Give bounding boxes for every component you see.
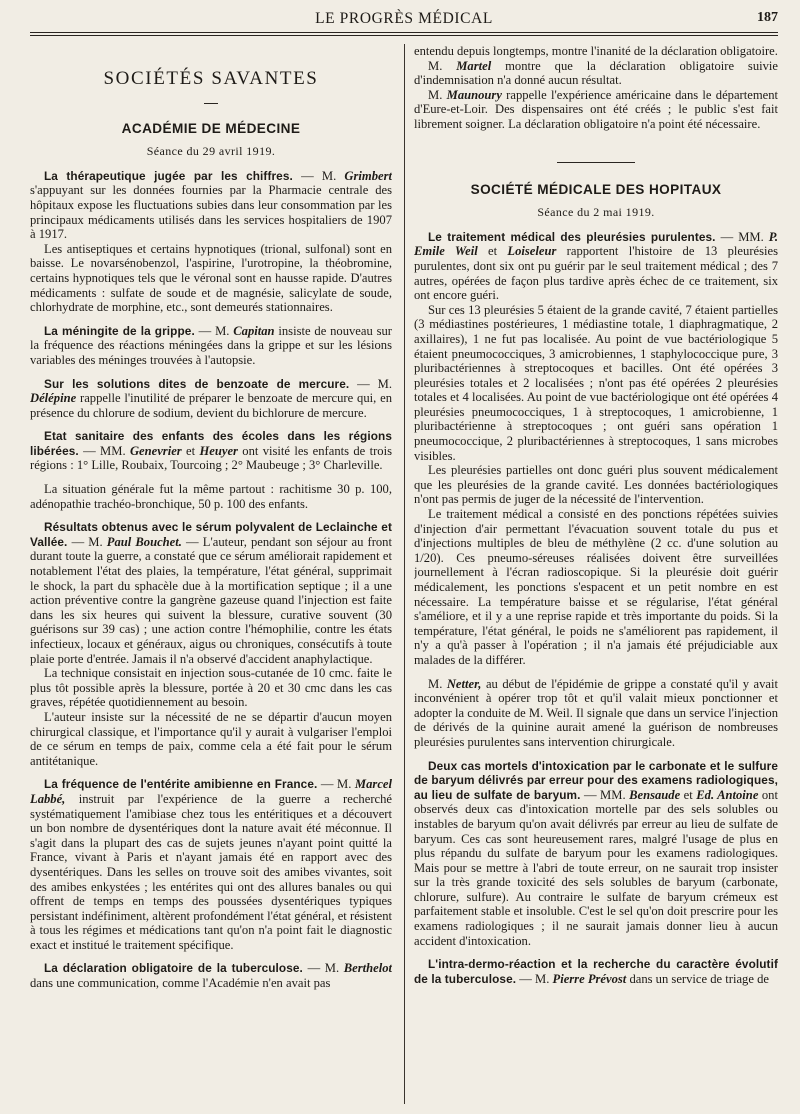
header-rule-secondary — [30, 35, 778, 36]
author-name: Maunoury — [446, 87, 502, 102]
article-heading: Résultats obtenus avec le sérum polyvalent de Leclainche et Vallée. — [30, 520, 392, 549]
article-text: — L'auteur, pendant son séjour au front durant toute la guerre, a constaté que ce sérum améliorait rapidement et notablement l'état des plaies, la température, l'état général, supprimait le shock, la part du sphacèle due à la mortification septique ; il a une action préventive contre la gangrène gazeuse quand l'injection est faite dans les six heures qui suivent la blessure, curative souvent (30 guérisons sur 39 cas) ; une action contre l'hémophilie, contre les états infectieux, locaux et généraux, aigus ou chroniques, consécutifs à toute plaie porte d'entrée. Jamais il n'a observé d'accident anaphylactique. — [30, 534, 392, 666]
article-serum — [30, 520, 392, 666]
left-column — [30, 44, 392, 1104]
article-text: dans un service de triage de — [626, 971, 769, 986]
author-name: Loiseleur — [507, 244, 557, 259]
dash-lead: — M. — [302, 961, 344, 976]
article-declaration — [30, 961, 392, 990]
article-therapeutique — [30, 169, 392, 242]
article-heading: Sur les solutions dites de benzoate de mercure. — [44, 376, 350, 391]
main-heading: SOCIÉTÉS SAVANTES — [103, 68, 319, 89]
journal-title: LE PROGRÈS MÉDICAL — [315, 10, 493, 27]
article-text: ont observés deux cas d'intoxication mortelle par des sels solubles ou instables de baryum qu'on avait délivrés par erreur au lieu de sulfate de baryum. Ces cas sont heureusement rares, malgré l'usage de plus en plus répandu du sulfate de baryum pour les examens radiologiques. Mais pour se mettre à l'abri de toute erreur, on ne saurait trop insister sur la très grande toxicité des sels solubles de baryum (carbonate, chlorure, sulfure). Au contraire le sulfate de baryum crémeux est parfaitement stable et insoluble. C'est le sel qu'on doit prescrire pour les examens radiologiques ; il ne saurait jamais donner lieu à aucun accident d'intoxication. — [414, 787, 778, 948]
author-name: P. Emile Weil — [414, 229, 778, 259]
section-separator — [557, 162, 635, 163]
seance-date-hopitaux: Séance du 2 mai 1919. — [537, 205, 655, 220]
article-text: instruit par l'expérience de la guerre a recherché systématiquement l'amibiase chez tous les entéritiques et a découvert un bon nombre de dysentériques dont la nature avait été méconnue. Il s'agit dans la plupart des cas de sujets jeunes n'ayant point quitté la France, vivant à Paris et n'ayant jamais été en rapport avec des dysentériques. Dans les selles on trouve soit des amibes vivantes, soit des amibes enkystées ; les entérites qui ont des allures banales ou qui offrent de temps en temps des poussées dysentériques typiques persistant indéfiniment, altèrent profondément l'état général, et résistent à tous les régimes et médications tant qu'on n'a point fait le diagnostic exact et institué le traitement spécifique. — [30, 791, 392, 952]
article-pleuresies — [414, 230, 778, 303]
right-column — [414, 44, 778, 1104]
article-benzoate — [30, 377, 392, 421]
article-paragraph: La technique consistait en injection sous-cutanée de 10 cmc. faite le plus tôt possible après la blessure, portée à 20 et 30 cmc dans les cas graves, répétée quotidiennement au besoin. — [30, 666, 392, 710]
column-divider — [404, 44, 405, 1104]
dash-lead: — MM. — [78, 443, 130, 458]
article-continuation: entendu depuis longtemps, montre l'inanité de la déclaration obligatoire. — [414, 44, 778, 58]
article-etat-sanitaire — [30, 429, 392, 473]
section-title-hopitaux: SOCIÉTÉ MÉDICALE DES HOPITAUX — [470, 181, 722, 197]
heading-dash — [204, 103, 218, 104]
article-text: dans une communication, comme l'Académie n'en avait pas — [30, 976, 331, 991]
header-rule — [30, 32, 778, 33]
article-martel — [414, 59, 778, 88]
author-name: Heuyer — [199, 443, 238, 458]
article-text: s'appuyant sur les données fournies par la Pharmacie centrale des hôpitaux expose les fluctuations subies dans leur consommation par les principaux médicaments utilisés dans les services hospitaliers de 1907 à 1917. — [30, 183, 392, 242]
author-name: Capitan — [233, 323, 275, 338]
dash-lead: — M. — [349, 376, 392, 391]
author-name: Berthelot — [343, 961, 392, 976]
author-name: Bensaude — [629, 787, 681, 802]
article-heading: Etat sanitaire des enfants des écoles dans les régions libérées. — [30, 429, 392, 458]
conjunction: et — [477, 244, 508, 259]
article-text: ont visité les enfants de trois régions : 1° Lille, Roubaix, Tourcoing ; 2° Maubeuge ; 3° Charleville. — [30, 443, 392, 473]
article-paragraph: Sur ces 13 pleurésies 5 étaient de la grande cavité, 7 étaient partielles (3 médiastines postérieures, 1 médiastine totale, 1 diaphragmatique, 2 axillaires), 1 ne fut pas localisée. Au point de vue bactériologique 5 étaient pneumococciques, 3 amicrobiennes, 1 staphylococcique pure, 3 pluribactériennes à streptocoques et bacilles. Ont été opérées 3 pleurésies totales et 2 localisées ; n'ont pas été opérées 2 pleurésies totales et 4 localisées. Au point de vue bactériologique ont été opérées 4 pleurésies pneumococciques, 1 à streptocoques, 1 amicrobienne, 1 pluribactérienne à streptocoques ; ont guéri sans opération 1 pneumococcique, 2 pluribactériennes à streptocoques, 1 sans microbes visibles. — [414, 302, 778, 463]
author-name: Paul Bouchet. — [106, 534, 182, 549]
author-name: Martel — [456, 58, 492, 73]
article-baryum — [414, 759, 778, 949]
article-heading: La fréquence de l'entérite amibienne en France. — [44, 777, 318, 792]
article-maunoury — [414, 88, 778, 132]
article-heading: La méningite de la grippe. — [44, 323, 195, 338]
title-prefix: M. — [428, 87, 447, 102]
conjunction: et — [680, 787, 697, 802]
author-name: Marcel Labbé, — [30, 777, 392, 806]
running-head — [30, 8, 778, 30]
article-paragraph: La situation générale fut la même partout : rachitisme 30 p. 100, adénopathie trachéo-bronchique, 50 p. 100 des enfants. — [30, 482, 392, 511]
author-name: Netter, — [446, 676, 482, 691]
article-text: montre que la déclaration obligatoire suivie d'indemnisation n'a donné aucun résultat. — [414, 58, 778, 88]
article-text: rappelle l'inutilité de préparer le benzoate de mercure qui, en présence du chlorure de sodium, devient du bichlorure de mercure. — [30, 391, 392, 420]
title-prefix: M. — [428, 58, 457, 73]
dash-lead: — M. — [292, 168, 345, 183]
author-name: Ed. Antoine — [696, 787, 759, 802]
author-name: Pierre Prévost — [552, 971, 627, 986]
article-netter — [414, 677, 778, 750]
article-intradermo — [414, 957, 778, 986]
article-heading: La déclaration obligatoire de la tuberculose. — [44, 961, 303, 976]
article-heading: L'intra-dermo-réaction et la recherche du caractère évolutif de la tuberculose. — [414, 957, 778, 986]
article-meningite — [30, 324, 392, 368]
article-text: insiste de nouveau sur la fréquence des réactions méningées dans la grippe et sur les lésions variables des méninges trouvées à l'autopsie. — [30, 323, 392, 367]
article-heading: Deux cas mortels d'intoxication par le carbonate et le sulfure de baryum délivrés par erreur pour des examens radiologiques, au lieu de sulfate de baryum. — [414, 758, 778, 802]
article-paragraph: Le traitement médical a consisté en des ponctions répétées suivies d'injection d'air permettant l'évacuation souvent totale du pus et d'injections multiples de bleu de méthylène (2 cc. d'une solution au 1/20). Ces pneumo-séreuses réalisées doivent être surveillées journellement à l'écran radioscopique. Si la pleurésie doit guérir médicalement, les ponctions s'espacent et un petit nombre en est nécessaire. La température baisse et se régularise, l'état général s'améliore, et il y a une reprise rapide et très importante du poids. Si la température, l'état général, le poids ne s'améliorent pas rapidement, il n'y a qu'à passer à l'opération ; il n'a jamais été préjudiciable aux malades de la différer. — [414, 507, 778, 667]
seance-date-academie: Séance du 29 avril 1919. — [146, 144, 276, 159]
article-paragraph: L'auteur insiste sur la nécessité de ne se départir d'aucun moyen chirurgical classique, et l'importance qu'il y aurait à vulgariser l'emploi de ce sérum en temps de paix, comme cela a été fait pour le sérum antitétanique. — [30, 709, 392, 768]
dash-lead: — M. — [194, 323, 234, 338]
section-title-academie: ACADÉMIE DE MÉDECINE — [121, 120, 301, 136]
page-number: 187 — [757, 10, 778, 25]
dash-lead: — MM. — [580, 787, 630, 802]
dash-lead: — M. — [67, 534, 107, 549]
author-name: Genevrier — [129, 443, 182, 458]
conjunction: et — [181, 443, 200, 458]
author-name: Délépine — [30, 391, 77, 406]
dash-lead: — MM. — [715, 229, 769, 244]
article-text: rappelle l'expérience américaine dans le département d'Eure-et-Loir. Des dispensaires ont été créés ; le public s'est fait librement soigner. La déclaration obligatoire n'a point été nécessaire. — [414, 87, 778, 131]
article-heading: La thérapeutique jugée par les chiffres. — [44, 168, 293, 183]
title-prefix: M. — [428, 676, 447, 691]
article-paragraph: Les antiseptiques et certains hypnotiques (trional, sulfonal) sont en baisse. Le novarsénobenzol, l'aspirine, l'urotropine, la théobromine, certains hypnotiques tels que le véronal sont en hausse rapide. D'autres médicaments : sulfate de soude et de magnésie, salicylate de soude, chlorhydrate de morphine, etc., sont demeurés stationnaires. — [30, 241, 392, 315]
article-paragraph: Les pleurésies partielles ont donc guéri plus souvent médicalement que les pleurésies de la grande cavité. Les données bactériologiques n'ont pas permis de juger de la nécessité de l'intervention. — [414, 463, 778, 507]
author-name: Grimbert — [344, 168, 392, 183]
article-text: au début de l'épidémie de grippe a constaté qu'il y avait inconvénient à opérer trop tôt et qu'il valait mieux ponctionner et adopter la conduite de M. Weil. Il signale que dans un service l'injection de dérivés de la quinine aurait amené la guérison de nombreuses pleurésies purulentes sans intervention chirurgicale. — [414, 676, 778, 749]
article-text: rapportent l'histoire de 13 pleurésies purulentes, dont six ont pu guérir par le seul traitement médical ; des 7 autres, opérées de façon plus tardive après échec de ce traitement, six ont encore guéri. — [414, 244, 778, 303]
dash-lead: — M. — [516, 971, 553, 986]
article-enterite — [30, 777, 392, 952]
article-heading: Le traitement médical des pleurésies purulentes. — [428, 229, 716, 244]
dash-lead: — M. — [317, 777, 355, 792]
